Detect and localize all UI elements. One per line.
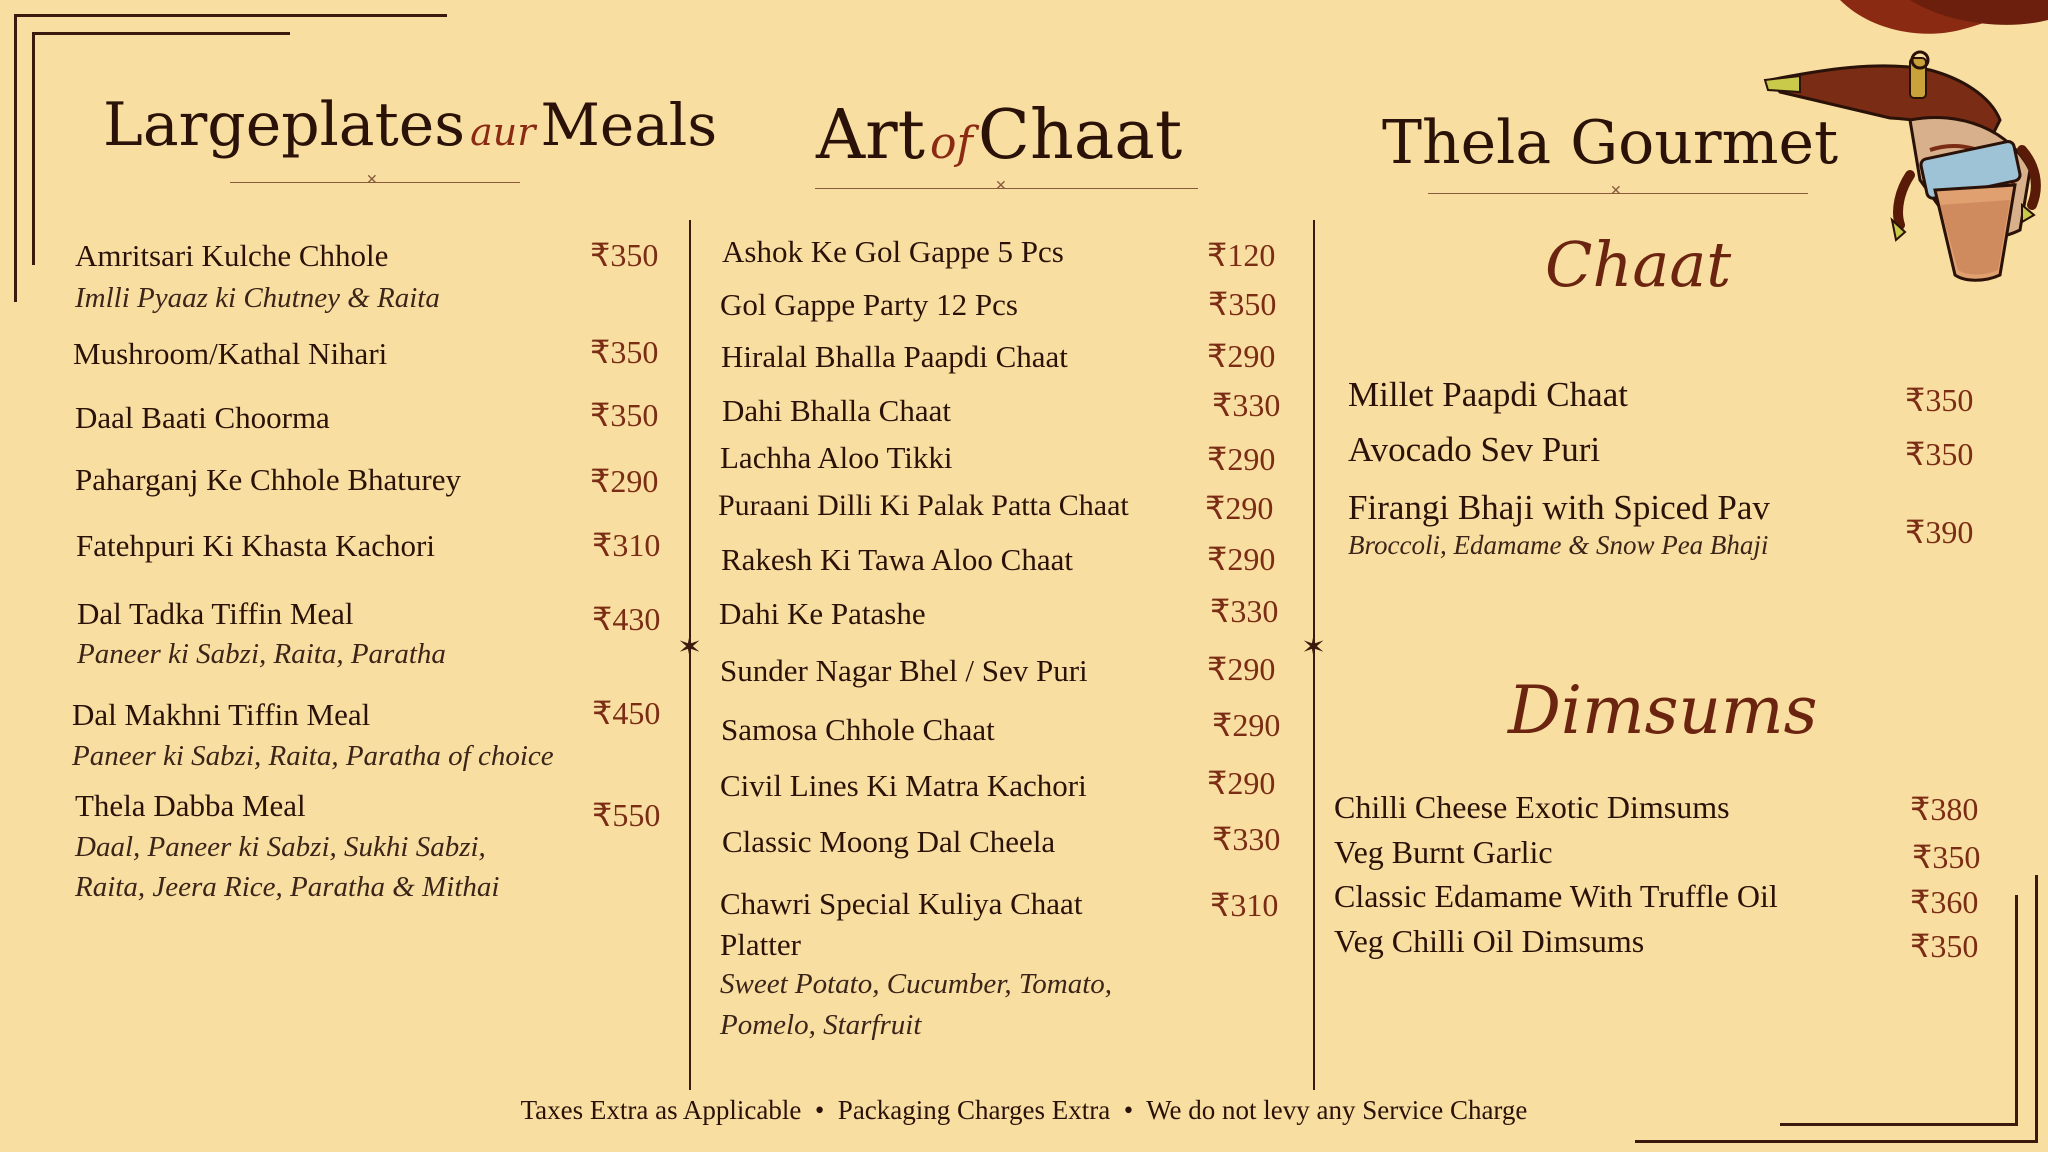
menu-item-price: ₹550 [592,797,661,833]
menu-item-name: Chilli Cheese Exotic Dimsums [1334,789,1730,825]
menu-item-price: ₹380 [1910,791,1979,827]
footer-service: We do not levy any Service Charge [1146,1095,1528,1125]
menu-item-name: Mushroom/Kathal Nihari [73,336,388,371]
menu-item-name: Dal Makhni Tiffin Meal [72,697,371,732]
bullet-icon: • [808,1095,832,1125]
frame-bottom-right-inner [1780,895,2018,1126]
menu-item-desc: Paneer ki Sabzi, Raita, Paratha [77,638,446,670]
menu-item-price: ₹350 [1910,928,1979,964]
menu-item-name: Puraani Dilli Ki Palak Patta Chaat [718,489,1129,522]
menu-item-price: ₹310 [592,527,661,563]
menu-item-desc: Daal, Paneer ki Sabzi, Sukhi Sabzi, [75,831,486,863]
menu-item-name: Daal Baati Choorma [75,400,330,435]
menu-item-price: ₹290 [1207,765,1276,801]
menu-item-price: ₹350 [590,397,659,433]
menu-item-price: ₹350 [1905,382,1974,418]
menu-item-price: ₹360 [1910,884,1979,920]
section-title-art-of-chaat [816,96,1182,175]
menu-item-desc: Sweet Potato, Cucumber, Tomato, [720,968,1113,1000]
menu-item-price: ₹290 [1207,651,1276,687]
menu-item-name: Classic Moong Dal Cheela [722,824,1056,859]
menu-item-name: Paharganj Ke Chhole Bhaturey [75,462,461,497]
menu-item-price: ₹290 [1212,707,1281,743]
bullet-icon: • [1116,1095,1140,1125]
menu-item-price: ₹290 [1207,441,1276,477]
menu-item-price: ₹350 [590,334,659,370]
title-of: of [930,118,973,169]
menu-item-price: ₹330 [1212,387,1281,423]
menu-item-name: Millet Paapdi Chaat [1348,375,1628,414]
menu-item-name: Ashok Ke Gol Gappe 5 Pcs [722,234,1064,269]
menu-item-price: ₹330 [1210,593,1279,629]
menu-item-price: ₹310 [1210,887,1279,923]
menu-item-price: ₹290 [1207,338,1276,374]
title-meals: Meals [540,91,718,159]
menu-item-desc: Imlli Pyaaz ki Chutney & Raita [75,282,440,314]
section-title-large-plates [103,90,717,160]
menu-item-name: Classic Edamame With Truffle Oil [1334,878,1778,914]
menu-item-name: Chawri Special Kuliya Chaat [720,886,1083,921]
menu-item-price: ₹390 [1905,514,1974,550]
title-chaat: Chaat [977,96,1183,175]
title-large-plates: Largeplates [103,90,465,160]
menu-item-name: Firangi Bhaji with Spiced Pav [1348,488,1770,527]
title-art: Art [816,96,925,175]
menu-item-name: Dahi Ke Patashe [719,596,926,631]
menu-item-name-line2: Platter [720,927,801,962]
menu-item-price: ₹290 [590,463,659,499]
menu-item-name: Civil Lines Ki Matra Kachori [720,768,1087,803]
ornament-star-icon: ✶ [1301,630,1327,665]
title-aur: aur [470,110,536,154]
menu-item-name: Dal Tadka Tiffin Meal [77,596,354,631]
ornament-dot-icon: ✕ [995,178,1007,194]
subheading-dimsums: Dimsums [1508,672,1818,749]
menu-item-name: Thela Dabba Meal [75,788,306,823]
menu-item-desc-line2: Pomelo, Starfruit [720,1009,922,1041]
menu-item-price: ₹350 [1208,286,1277,322]
ornament-star-icon: ✶ [677,630,703,665]
menu-item-price: ₹350 [590,237,659,273]
ornament-dot-icon: ✕ [1610,183,1622,199]
menu-item-price: ₹330 [1212,821,1281,857]
footer-notes [0,1095,2048,1126]
menu-item-price: ₹290 [1205,490,1274,526]
menu-item-price: ₹120 [1207,237,1276,273]
menu-item-name: Rakesh Ki Tawa Aloo Chaat [721,542,1073,577]
menu-item-desc-line2: Raita, Jeera Rice, Paratha & Mithai [75,871,500,903]
menu-item-name: Lachha Aloo Tikki [720,440,953,475]
menu-item-name: Amritsari Kulche Chhole [75,238,389,273]
menu-item-name: Samosa Chhole Chaat [721,712,995,747]
menu-item-name: Hiralal Bhalla Paapdi Chaat [721,339,1068,374]
menu-item-price: ₹350 [1912,839,1981,875]
menu-item-desc: Paneer ki Sabzi, Raita, Paratha of choice [72,740,554,772]
menu-item-name: Fatehpuri Ki Khasta Kachori [76,528,435,563]
menu-item-name: Veg Burnt Garlic [1334,834,1553,870]
menu-item-price: ₹290 [1207,541,1276,577]
menu-item-price: ₹450 [592,695,661,731]
footer-packaging: Packaging Charges Extra [837,1095,1111,1125]
menu-item-price: ₹350 [1905,436,1974,472]
footer-taxes: Taxes Extra as Applicable [520,1095,802,1125]
menu-item-name: Veg Chilli Oil Dimsums [1334,923,1645,959]
menu-item-price: ₹430 [592,601,661,637]
ornament-dot-icon: ✕ [366,172,378,188]
menu-item-desc: Broccoli, Edamame & Snow Pea Bhaji [1348,530,1769,560]
section-title-thela-gourmet: Thela Gourmet [1382,108,1839,178]
subheading-chaat: Chaat [1545,228,1732,301]
menu-item-name: Sunder Nagar Bhel / Sev Puri [720,653,1088,688]
menu-item-name: Gol Gappe Party 12 Pcs [720,287,1018,322]
menu-item-name: Dahi Bhalla Chaat [722,393,951,428]
menu-item-name: Avocado Sev Puri [1348,430,1601,469]
